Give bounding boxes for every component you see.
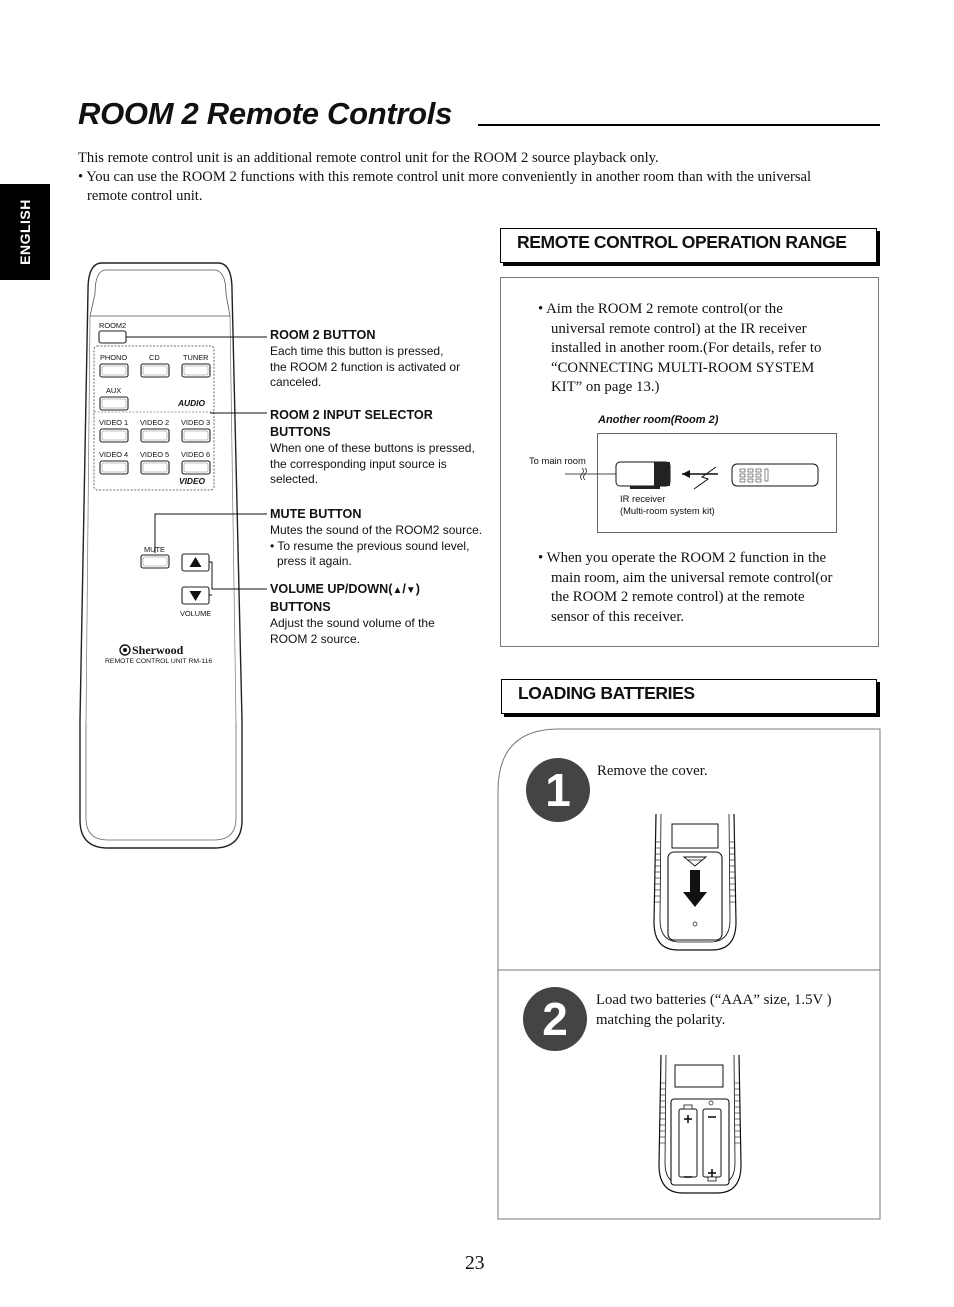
step-2-line1: Load two batteries (“AAA” size, 1.5V ): [596, 992, 832, 1008]
callout-mute-line1: Mutes the sound of the ROOM2 source.: [270, 523, 483, 537]
remote-audio-label: AUDIO: [178, 398, 205, 408]
step-2-text: [596, 991, 832, 1030]
intro-line-1: This remote control unit is an additional remote control unit for the ROOM 2 source playback only.: [78, 150, 659, 166]
remove-cover-illustration: [648, 812, 742, 952]
range-section-header: [500, 228, 877, 263]
remote-video4-label: VIDEO 4: [99, 450, 129, 459]
diagram-illustration: [560, 455, 830, 499]
step-2-badge: 2: [523, 987, 587, 1051]
step-2-line2: matching the polarity.: [596, 1011, 726, 1028]
remote-video5-label: VIDEO 5: [140, 450, 170, 459]
callout-volume-head-tail: ): [415, 582, 420, 596]
remote-brand-label: Sherwood: [132, 643, 184, 657]
range-b2-line3: the ROOM 2 remote control) at the remote: [551, 589, 805, 605]
remote-aux-label: AUX: [106, 386, 122, 395]
range-b1-line2: universal remote control) at the IR receiver: [551, 320, 807, 337]
range-b1-line3: installed in another room.(For details, refer to: [551, 340, 822, 356]
remote-room2-label: ROOM2: [99, 321, 127, 330]
range-b1-line1: • Aim the ROOM 2 remote control(or the: [538, 301, 783, 317]
page-number: 23: [465, 1253, 485, 1274]
remote-tuner-label: TUNER: [183, 353, 209, 362]
remote-video2-label: VIDEO 2: [140, 418, 170, 427]
callout-mute-line2: • To resume the previous sound level,: [270, 538, 470, 553]
remote-video-label: VIDEO: [179, 476, 206, 486]
callout-volume-line2: ROOM 2 source.: [270, 631, 361, 646]
remote-cd-label: CD: [149, 353, 160, 362]
range-b2-line1: • When you operate the ROOM 2 function in the: [538, 550, 827, 566]
language-tab-label: ENGLISH: [17, 199, 33, 265]
remote-video3-label: VIDEO 3: [181, 418, 211, 427]
callout-room2-line1: Each time this button is pressed,: [270, 344, 444, 358]
insert-batteries-illustration: [653, 1053, 747, 1195]
diagram-ir-label-2: (Multi-room system kit): [620, 505, 715, 516]
callout-mute: [270, 506, 482, 570]
ir-signal-icon: [694, 467, 716, 489]
remote-model-label: REMOTE CONTROL UNIT RM-116: [105, 658, 213, 665]
batteries-section-title: LOADING BATTERIES: [518, 683, 695, 703]
callout-input-line3: selected.: [270, 472, 319, 487]
callout-volume-line1: Adjust the sound volume of the: [270, 616, 435, 630]
range-b2-line2: main room, aim the universal remote control(or: [551, 569, 833, 586]
remote-video6-label: VIDEO 6: [181, 450, 211, 459]
callout-input-head1: ROOM 2 INPUT SELECTOR: [270, 408, 433, 422]
step-1-badge: 1: [526, 758, 590, 822]
callout-input-head2: BUTTONS: [270, 425, 331, 439]
ir-receiver-icon: [654, 462, 670, 486]
callout-room2-head: ROOM 2 BUTTON: [270, 328, 376, 342]
page-title: ROOM 2 Remote Controls: [78, 96, 453, 131]
range-bullet-2: [538, 549, 832, 627]
range-bullet-1: [538, 300, 821, 398]
callout-volume-head2: BUTTONS: [270, 600, 331, 614]
intro-line-3: remote control unit.: [87, 188, 203, 204]
range-section-title: REMOTE CONTROL OPERATION RANGE: [517, 232, 847, 252]
down-triangle-icon: ▼: [405, 585, 416, 596]
callout-volume-head1: VOLUME UP/DOWN(▲/▼): [270, 582, 420, 596]
callout-input-line1: When one of these buttons is pressed,: [270, 441, 475, 455]
range-b1-line5: KIT” on page 13.): [551, 379, 660, 395]
callout-room2-button: [270, 327, 460, 391]
remote-volume-label: VOLUME: [180, 609, 212, 618]
diagram-caption: Another room(Room 2): [598, 414, 719, 426]
callout-room2-line2: the ROOM 2 function is activated or: [270, 359, 461, 374]
batteries-section-header: [501, 679, 877, 714]
remote-phono-label: PHONO: [100, 353, 128, 362]
callout-input-line2: the corresponding input source is: [270, 456, 447, 471]
battery-right-icon: [703, 1109, 721, 1177]
callout-mute-head: MUTE BUTTON: [270, 507, 362, 521]
callout-volume: [270, 581, 435, 647]
callout-mute-line3: press it again.: [277, 554, 352, 569]
range-b1-line4: “CONNECTING MULTI-ROOM SYSTEM: [551, 359, 815, 376]
callout-input-selector: [270, 407, 475, 488]
callout-room2-line3: canceled.: [270, 375, 322, 390]
intro-line-2: • You can use the ROOM 2 functions with this remote control unit more conveniently in another room than with the universal: [78, 169, 812, 185]
diagram-ir-label-1: IR receiver: [620, 493, 666, 504]
callout-volume-head1-text: VOLUME UP/DOWN(: [270, 582, 393, 596]
remote-mute-label: MUTE: [144, 545, 165, 554]
remote-video1-label: VIDEO 1: [99, 418, 129, 427]
up-triangle-icon: ▲: [392, 585, 403, 596]
diagram-to-main-room: To main room: [529, 455, 586, 466]
step-1-text: Remove the cover.: [597, 763, 708, 779]
range-b2-line4: sensor of this receiver.: [551, 608, 685, 625]
